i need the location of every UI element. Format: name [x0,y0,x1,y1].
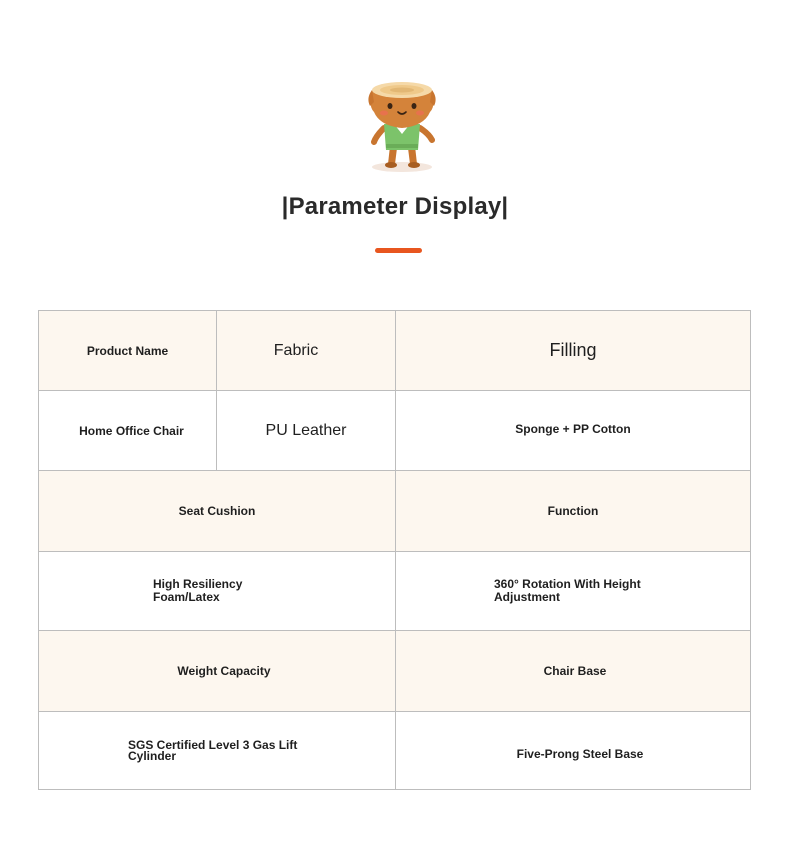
table-row [39,311,750,391]
table-row [39,471,750,552]
function-label: Function [547,504,599,518]
table-row [39,631,750,712]
seat-cushion-value-cell [39,552,396,630]
function-value: 360° Rotation With Height Adjustment [494,577,641,604]
tree-stump-mascot-icon [362,76,442,174]
parameter-table [38,310,751,790]
product-name-label: Product Name [39,311,217,390]
function-value-cell [396,552,750,630]
table-row [39,552,750,631]
seat-cushion-value: High Resiliency Foam/Latex [153,577,243,604]
weight-capacity-value: SGS Certified Level 3 Gas Lift Cylinder [128,738,298,763]
weight-capacity-value-cell [39,712,396,790]
filling-label: Filling [549,340,597,360]
section-title: |Parameter Display| [281,193,509,220]
chair-base-value: Five-Prong Steel Base [516,746,644,761]
table-row [39,391,750,471]
title-underline [375,248,422,253]
table-row [39,712,750,790]
chair-base-label: Chair Base [543,664,607,678]
fabric-label: Fabric [217,311,396,390]
weight-capacity-label: Weight Capacity [39,631,396,711]
fabric-value: PU Leather [217,391,396,470]
seat-cushion-label: Seat Cushion [39,471,396,551]
filling-value: Sponge + PP Cotton [515,421,631,436]
product-name-value: Home Office Chair [39,391,217,470]
